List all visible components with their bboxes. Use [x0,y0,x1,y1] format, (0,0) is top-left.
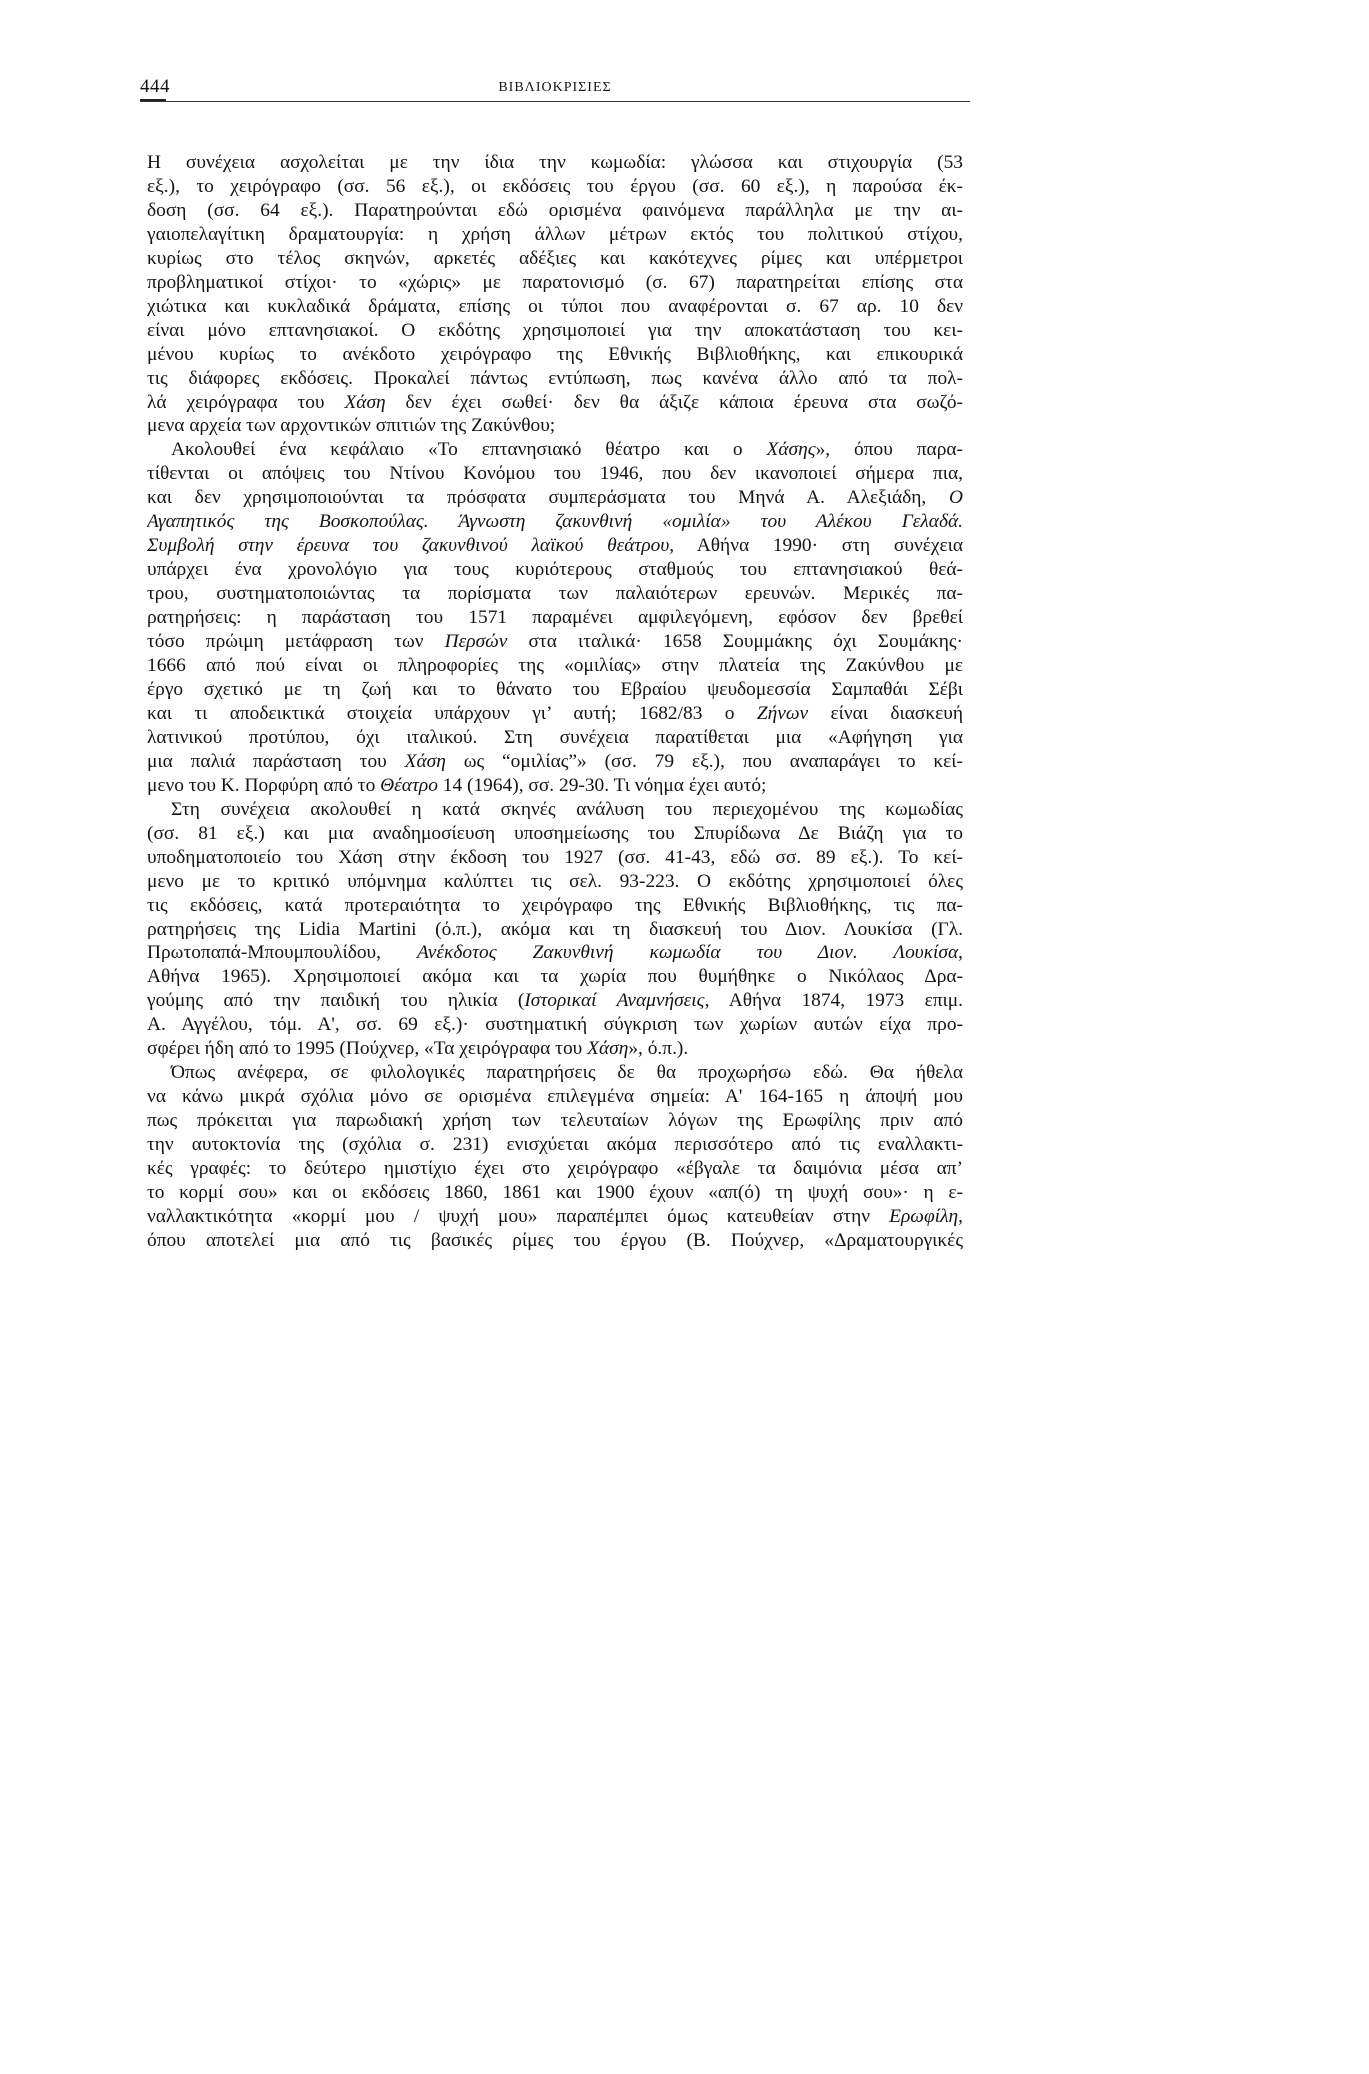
text-line: ρατηρήσεις της Lidia Martini (ό.π.), ακόμα και τη διασκευή του Διον. Λουκίσα (Γλ. [147,918,963,940]
text-line: Στη συνέχεια ακολουθεί η κατά σκηνές ανάλυση του περιεχομένου της κωμωδίας [171,798,963,820]
text-line: Ακολουθεί ένα κεφάλαιο «Το επτανησιακό θέατρο και ο Χάσης», όπου παρα- [171,439,963,461]
text-line: λά χειρόγραφα του Χάση δεν έχει σωθεί· δεν θα άξιζε κάποια έρευνα στα σωζό- [147,391,963,413]
text-line: τόσο πρώιμη μετάφραση των Περσών στα ιταλικά· 1658 Σουμμάκης όχι Σουμάκης· [147,631,963,653]
text-line: χιώτικα και κυκλαδικά δράματα, επίσης οι τύποι που αναφέρονται σ. 67 αρ. 10 δεν [147,295,963,317]
text-line: πως πρόκειται για παρωδιακή χρήση των τελευταίων λόγων της Ερωφίλης πριν από [147,1110,963,1132]
text-line: γούμης από την παιδική του ηλικία (Ιστορικαί Αναμνήσεις, Αθήνα 1874, 1973 επιμ. [147,990,963,1012]
text-line: τρου, συστηματοποιώντας τα πορίσματα των παλαιότερων ερευνών. Μερικές πα- [147,583,963,605]
text-line: τις διάφορες εκδόσεις. Προκαλεί πάντως εντύπωση, πως κανένα άλλο από τα πολ- [147,367,963,389]
text-line: ναλλακτικότητα «κορμί μου / ψυχή μου» παραπέμπει όμως κατευθείαν στην Ερωφίλη, [147,1205,963,1227]
text-line: το κορμί σου» και οι εκδόσεις 1860, 1861 και 1900 έχουν «απ(ό) τη ψυχή σου»· η ε- [147,1181,963,1203]
text-line: έργο σχετικό με τη ζωή και το θάνατο του Εβραίου ψευδομεσσία Σαμπαθάι Σέβι [147,678,963,700]
text-line: κές γραφές: το δεύτερο ημιστίχιο έχει στο χειρόγραφο «έβγαλε τα δαιμόνια μέσα απ’ [147,1158,963,1180]
text-line: εξ.), το χειρόγραφο (σσ. 56 εξ.), οι εκδόσεις του έργου (σσ. 60 εξ.), η παρούσα έκ- [147,175,963,197]
text-line: λατινικού προτύπου, όχι ιταλικού. Στη συνέχεια παρατίθεται μια «Αφήγηση για [147,726,963,748]
text-line: και τι αποδεικτικά στοιχεία υπάρχουν γι’ αυτή; 1682/83 ο Ζήνων είναι διασκευή [147,702,963,724]
text-line: υποδηματοποιείο του Χάση στην έκδοση του 1927 (σσ. 41-43, εδώ σσ. 89 εξ.). Το κεί- [147,846,963,868]
text-line: Αθήνα 1965). Χρησιμοποιεί ακόμα και τα χωρία που θυμήθηκε ο Νικόλαος Δρα- [147,966,963,988]
running-head [140,76,970,104]
text-line: (σσ. 81 εξ.) και μια αναδημοσίευση υποσημείωσης του Σπυρίδωνα Δε Βιάζη για το [147,822,963,844]
text-line: μενο με το κριτικό υπόμνημα καλύπτει τις σελ. 93-223. Ο εκδότης χρησιμοποιεί όλες [147,870,963,892]
text-line: σφέρει ήδη από το 1995 (Πούχνερ, «Τα χειρόγραφα του Χάση», ό.π.). [147,1038,689,1060]
page-number: 444 [140,76,170,97]
text-line: γαιοπελαγίτικη δραματουργία: η χρήση άλλων μέτρων εκτός του πολιτικού στίχου, [147,223,963,245]
text-line: μένου κυρίως το ανέκδοτο χειρόγραφο της Εθνικής Βιβλιοθήκης, και επικουρικά [147,343,963,365]
text-line: τις εκδόσεις, κατά προτεραιότητα το χειρόγραφο της Εθνικής Βιβλιοθήκης, τις πα- [147,894,963,916]
text-line: είναι μόνο επτανησιακοί. Ο εκδότης χρησιμοποιεί για την αποκατάσταση του κει- [147,319,963,341]
body-text [147,151,963,1253]
text-line: μενα αρχεία των αρχοντικών σπιτιών της Ζακύνθου; [147,415,556,437]
text-line: Συμβολή στην έρευνα του ζακυνθινού λαϊκού θεάτρου, Αθήνα 1990· στη συνέχεια [147,535,963,557]
text-line: Αγαπητικός της Βοσκοπούλας. Άγνωστη ζακυνθινή «ομιλία» του Αλέκου Γελαδά. [147,511,963,533]
text-line: τίθενται οι απόψεις του Ντίνου Κονόμου του 1946, που δεν ικανοποιεί σήμερα πια, [147,463,963,485]
text-line: και δεν χρησιμοποιούνται τα πρόσφατα συμπεράσματα του Μηνά Α. Αλεξιάδη, Ο [147,487,963,509]
text-line: να κάνω μικρά σχόλια μόνο σε ορισμένα επιλεγμένα σημεία: Α' 164-165 η άποψή μου [147,1086,963,1108]
running-title: ΒΙΒΛΙΟΚΡΙΣΙΕΣ [498,80,612,95]
text-line: ρατηρήσεις: η παράσταση του 1571 παραμένει αμφιλεγόμενη, εφόσον δεν βρεθεί [147,607,963,629]
header-rule [140,101,970,102]
text-line: 1666 από πού είναι οι πληροφορίες της «ομιλίας» στην πλατεία της Ζακύνθου με [147,655,963,677]
text-line: μια παλιά παράσταση του Χάση ως “ομιλίας”» (σσ. 79 εξ.), που αναπαράγει το κεί- [147,750,963,772]
text-line: όπου αποτελεί μια από τις βασικές ρίμες του έργου (Β. Πούχνερ, «Δραματουργικές [147,1229,963,1251]
text-line: κυρίως στο τέλος σκηνών, αρκετές αδέξιες και κακότεχνες ρίμες και υπέρμετροι [147,247,963,269]
text-line: προβληματικοί στίχοι· το «χώρις» με παρατονισμό (σ. 67) παρατηρείται επίσης στα [147,271,963,293]
text-line: Πρωτοπαπά-Μπουμπουλίδου, Ανέκδοτος Ζακυνθινή κωμωδία του Διον. Λουκίσα, [147,942,963,964]
text-line: Η συνέχεια ασχολείται με την ίδια την κωμωδία: γλώσσα και στιχουργία (53 [147,152,963,173]
text-line: υπάρχει ένα χρονολόγιο για τους κυριότερους σταθμούς του επτανησιακού θεά- [147,559,963,581]
text-line: Α. Αγγέλου, τόμ. Α', σσ. 69 εξ.)· συστηματική σύγκριση των χωρίων αυτών είχα προ- [147,1014,963,1036]
text-line: μενο του Κ. Πορφύρη από το Θέατρο 14 (1964), σσ. 29-30. Τι νόημα έχει αυτό; [147,774,767,796]
text-line: Όπως ανέφερα, σε φιλολογικές παρατηρήσεις δε θα προχωρήσω εδώ. Θα ήθελα [171,1062,963,1084]
text-line: την αυτοκτονία της (σχόλια σ. 231) ενισχύεται ακόμα περισσότερο από τις εναλλακτι- [147,1134,963,1156]
text-line: δοση (σσ. 64 εξ.). Παρατηρούνται εδώ ορισμένα φαινόμενα παράλληλα με την αι- [147,199,963,221]
